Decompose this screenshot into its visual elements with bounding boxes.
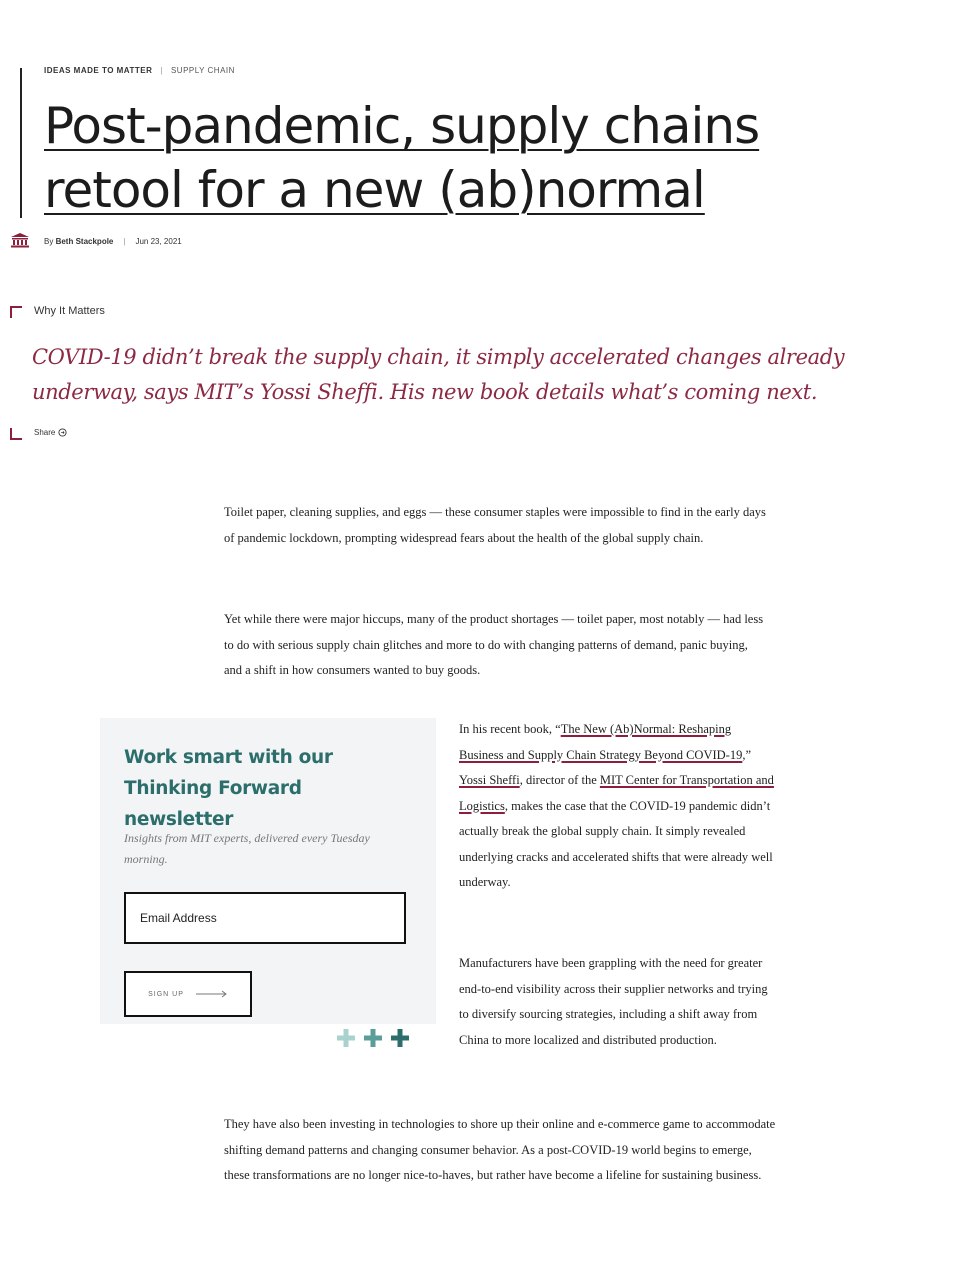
breadcrumb — [44, 66, 235, 75]
institution-icon — [10, 232, 30, 248]
breadcrumb-section[interactable]: IDEAS MADE TO MATTER — [44, 66, 153, 75]
signup-button[interactable] — [124, 971, 252, 1017]
book-link[interactable]: The New (Ab)Normal: Reshaping Business and Supply Chain Strategy Beyond COVID-19 — [459, 722, 743, 762]
author-link[interactable]: Yossi Sheffi — [459, 773, 520, 787]
plus-decor-icon — [330, 1022, 412, 1054]
center-link[interactable]: MIT Center for Transportation and Logistics — [459, 773, 774, 813]
share-button[interactable] — [34, 428, 67, 437]
signup-label: SIGN UP — [148, 990, 184, 998]
breadcrumb-separator: | — [160, 66, 163, 75]
byline-separator: | — [123, 237, 126, 246]
byline — [44, 237, 182, 246]
body-paragraph: Toilet paper, cleaning supplies, and eggs — these consumer staples were impossible to find in the early days of pandemic lockdown, prompting widespread fears about the health of the global supply chain. — [224, 505, 766, 545]
why-it-matters-label: Why It Matters — [34, 305, 105, 317]
newsletter-heading: Work smart with our Thinking Forward newsletter — [124, 747, 333, 830]
publish-date: Jun 23, 2021 — [135, 237, 182, 246]
quote-corner-top — [10, 306, 22, 318]
why-it-matters-quote: COVID-19 didn’t break the supply chain, it simply accelerated changes already underway, says MIT’s Yossi Sheffi. His new book details what’s coming next. — [32, 345, 845, 404]
share-label: Share — [34, 428, 56, 437]
header-rule — [20, 68, 22, 218]
body-paragraph: Manufacturers have been grappling with the need for greater end-to-end visibility across their supplier networks and trying to diversify sourcing strategies, including a shift away from China to more localized and distributed production. — [459, 956, 768, 1047]
body-paragraph: Yet while there were major hiccups, many of the product shortages — toilet paper, most notably — had less to do with serious supply chain glitches and more to do with changing patterns of demand, panic buying, and a shift in how consumers wanted to buy goods. — [224, 612, 764, 677]
breadcrumb-topic[interactable]: SUPPLY CHAIN — [170, 66, 235, 75]
body-paragraph: In his recent book, “The New (Ab)Normal: Reshaping Business and Supply Chain Strategy Beyond COVID-19,” Yossi Sheffi, director of the MIT Center for Transportation and Logistics, makes the case that the COVID-19 pandemic didn’t actually break the global supply chain. It simply revealed underlying cracks and accelerated shifts that were already well underway. — [459, 722, 774, 889]
email-field[interactable] — [124, 892, 406, 944]
author-name[interactable]: Beth Stackpole — [55, 237, 114, 246]
quote-corner-bottom — [10, 428, 22, 440]
article-title: Post-pandemic, supply chains retool for a new (ab)normal — [44, 97, 760, 219]
newsletter-subheading: Insights from MIT experts, delivered every Tuesday morning. — [124, 831, 370, 866]
share-icon — [58, 428, 67, 437]
byline-prefix: By — [44, 237, 54, 246]
arrow-right-icon — [196, 990, 228, 998]
body-paragraph: They have also been investing in technologies to shore up their online and e-commerce game to accommodate shifting demand patterns and changing consumer behavior. As a post-COVID-19 world begins to emerge, these transformations are no longer nice-to-haves, but rather have become a lifeline for sustaining business. — [224, 1117, 776, 1182]
